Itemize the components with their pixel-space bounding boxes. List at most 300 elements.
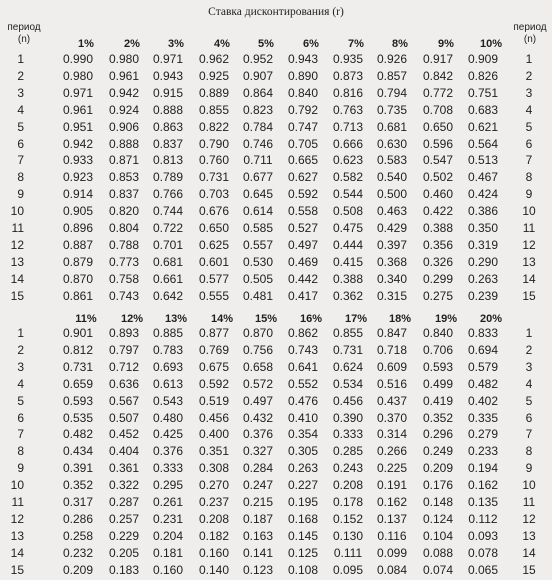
table-cell: 0.444 — [332, 237, 364, 252]
table-cell: 0.694 — [467, 342, 499, 357]
period-number-left: 12 — [10, 511, 24, 526]
table-cell: 0.065 — [467, 562, 499, 577]
table-cell: 0.116 — [377, 528, 407, 543]
period-number-left: 2 — [17, 68, 24, 83]
table-row — [0, 103, 552, 120]
table-cell: 0.376 — [242, 427, 274, 442]
table-cell: 0.390 — [332, 410, 364, 425]
table-cell: 0.971 — [62, 85, 94, 100]
table-cell: 0.942 — [62, 136, 94, 151]
period-number-left: 7 — [17, 153, 24, 168]
table-cell: 0.870 — [62, 271, 94, 286]
table-cell: 0.596 — [422, 136, 454, 151]
table-cell: 0.731 — [332, 342, 364, 357]
table-cell: 0.743 — [287, 342, 319, 357]
rate-header: 8% — [392, 38, 408, 50]
table-cell: 0.261 — [152, 495, 184, 509]
table-cell: 0.456 — [198, 410, 230, 425]
period-number-right: 7 — [525, 427, 533, 442]
period-number-right: 6 — [525, 410, 533, 425]
period-number-right: 10 — [522, 478, 536, 493]
table-row — [0, 529, 552, 546]
table-cell: 0.747 — [287, 119, 319, 134]
table-cell: 0.592 — [198, 376, 230, 391]
table-cell: 0.502 — [422, 170, 454, 185]
table-cell: 0.243 — [332, 461, 364, 476]
table-cell: 0.112 — [468, 511, 498, 526]
table-cell: 0.896 — [62, 221, 94, 235]
table-cell: 0.099 — [376, 545, 408, 560]
table-cell: 0.162 — [376, 495, 408, 509]
table-cell: 0.917 — [422, 52, 454, 66]
table-row — [0, 153, 552, 170]
table-cell: 0.564 — [467, 136, 499, 151]
table-cell: 0.176 — [422, 478, 454, 493]
rate-header: 12% — [120, 313, 144, 325]
table-cell: 0.961 — [62, 102, 94, 117]
table-cell: 0.402 — [467, 393, 499, 408]
period-number-right: 12 — [522, 511, 536, 526]
table-cell: 0.376 — [152, 444, 184, 459]
table-cell: 0.665 — [287, 153, 319, 168]
table-cell: 0.933 — [62, 153, 94, 168]
rate-header: 14% — [210, 313, 234, 325]
table-cell: 0.642 — [152, 288, 184, 303]
table-cell: 0.812 — [62, 342, 94, 357]
table-cell: 0.613 — [152, 376, 184, 391]
table-row — [0, 546, 552, 563]
table-cell: 0.247 — [242, 478, 274, 493]
table-cell: 0.885 — [152, 326, 184, 340]
period-number-left: 9 — [17, 461, 24, 476]
table-row — [0, 137, 552, 154]
table-cell: 0.758 — [108, 271, 140, 286]
table-cell: 0.388 — [422, 221, 454, 235]
table-cell: 0.943 — [287, 52, 319, 66]
table-cell: 0.701 — [152, 237, 184, 252]
period-number-left: 3 — [17, 359, 24, 374]
table-cell: 0.636 — [108, 376, 140, 391]
period-number-right: 2 — [525, 68, 533, 83]
table-cell: 0.601 — [198, 254, 230, 269]
table-cell: 0.123 — [242, 562, 274, 577]
table-row — [0, 461, 552, 478]
period-number-left: 6 — [17, 410, 24, 425]
table-cell: 0.847 — [376, 326, 408, 340]
table-cell: 0.160 — [198, 545, 230, 560]
table-row — [0, 187, 552, 204]
table-cell: 0.889 — [198, 85, 230, 100]
period-number-right: 3 — [525, 359, 533, 374]
table-cell: 0.722 — [152, 221, 184, 235]
table-cell: 0.914 — [62, 187, 94, 202]
table-cell: 0.215 — [242, 495, 274, 509]
table-cell: 0.792 — [287, 102, 319, 117]
table-cell: 0.463 — [376, 204, 408, 219]
table-cell: 0.915 — [152, 85, 184, 100]
table-cell: 0.270 — [198, 478, 230, 493]
table-cell: 0.706 — [422, 342, 454, 357]
table-cell: 0.751 — [467, 85, 499, 100]
table-cell: 0.888 — [108, 136, 140, 151]
table-cell: 0.961 — [108, 68, 140, 83]
table-cell: 0.456 — [332, 393, 364, 408]
table-cell: 0.335 — [467, 410, 499, 425]
table-cell: 0.104 — [422, 528, 454, 543]
table-row — [0, 326, 552, 343]
period-number-right: 14 — [522, 545, 536, 560]
table-row — [0, 377, 552, 394]
table-cell: 0.286 — [62, 511, 94, 526]
table-cell: 0.951 — [62, 119, 94, 134]
table-cell: 0.558 — [287, 204, 319, 219]
period-number-left: 2 — [17, 342, 24, 357]
table-cell: 0.530 — [242, 254, 274, 269]
table-cell: 0.137 — [376, 511, 408, 526]
table-cell: 0.773 — [108, 254, 140, 269]
table-cell: 0.422 — [422, 204, 454, 219]
table-row — [0, 563, 552, 580]
period-number-right: 12 — [522, 237, 536, 252]
table-cell: 0.305 — [287, 444, 319, 459]
table-cell: 0.497 — [242, 393, 274, 408]
period-label-right — [510, 22, 550, 46]
table-cell: 0.923 — [62, 170, 94, 185]
table-cell: 0.249 — [422, 444, 454, 459]
table-cell: 0.499 — [422, 376, 454, 391]
table-cell: 0.718 — [376, 342, 408, 357]
table-cell: 0.191 — [376, 478, 408, 493]
table-cell: 0.296 — [422, 427, 454, 442]
period-number-left: 8 — [17, 170, 24, 185]
table-cell: 0.816 — [332, 85, 364, 100]
table-cell: 0.712 — [108, 359, 140, 374]
table-cell: 0.837 — [152, 136, 184, 151]
table-row — [0, 444, 552, 461]
table-row — [0, 120, 552, 137]
table-cell: 0.905 — [62, 204, 94, 219]
rate-header: 7% — [348, 38, 364, 50]
table-cell: 0.703 — [198, 187, 230, 202]
table-cell: 0.763 — [332, 102, 364, 117]
table-cell: 0.756 — [242, 342, 274, 357]
period-number-right: 8 — [525, 170, 533, 185]
table-cell: 0.429 — [376, 221, 408, 235]
table-cell: 0.823 — [242, 102, 274, 117]
n-label: (n) — [17, 34, 31, 45]
table-cell: 0.263 — [467, 271, 499, 286]
period-number-left: 13 — [10, 528, 24, 543]
table-cell: 0.333 — [152, 461, 184, 476]
table-cell: 0.731 — [198, 170, 230, 185]
table-cell: 0.863 — [152, 119, 184, 134]
period-number-left: 7 — [17, 427, 24, 442]
table-row — [0, 255, 552, 272]
table-cell: 0.452 — [108, 427, 140, 442]
period-number-right: 1 — [525, 326, 533, 340]
table-cell: 0.877 — [198, 326, 230, 340]
table-row — [0, 394, 552, 411]
table-cell: 0.731 — [62, 359, 94, 374]
table-cell: 0.361 — [108, 461, 140, 476]
table-cell: 0.519 — [198, 393, 230, 408]
table-cell: 0.442 — [287, 271, 319, 286]
table-cell: 0.980 — [62, 68, 94, 83]
table-cell: 0.650 — [198, 221, 230, 235]
table-cell: 0.417 — [287, 288, 319, 303]
period-number-right: 6 — [525, 136, 533, 151]
table-cell: 0.625 — [198, 237, 230, 252]
table-cell: 0.769 — [198, 342, 230, 357]
table-cell: 0.906 — [108, 119, 140, 134]
table-cell: 0.614 — [242, 204, 274, 219]
table-cell: 0.557 — [242, 237, 274, 252]
table-cell: 0.351 — [198, 444, 230, 459]
table-cell: 0.475 — [332, 221, 364, 235]
table-cell: 0.078 — [467, 545, 499, 560]
table-cell: 0.890 — [287, 68, 319, 83]
table-row — [0, 512, 552, 529]
table-cell: 0.677 — [242, 170, 274, 185]
rate-header: 10% — [479, 38, 503, 50]
table-cell: 0.855 — [332, 326, 364, 340]
table-cell: 0.135 — [467, 495, 499, 509]
table-cell: 0.209 — [62, 562, 94, 577]
table-cell: 0.624 — [332, 359, 364, 374]
table-cell: 0.108 — [287, 562, 319, 577]
table-cell: 0.370 — [376, 410, 408, 425]
table-cell: 0.231 — [152, 511, 184, 526]
period-number-right: 14 — [522, 271, 536, 286]
table-cell: 0.577 — [198, 271, 230, 286]
table-cell: 0.400 — [198, 427, 230, 442]
table-cell: 0.182 — [198, 528, 230, 543]
table-cell: 0.593 — [422, 359, 454, 374]
table-cell: 0.609 — [376, 359, 408, 374]
table-cell: 0.789 — [152, 170, 184, 185]
table-cell: 0.084 — [376, 562, 408, 577]
table-cell: 0.233 — [467, 444, 499, 459]
table-cell: 0.879 — [62, 254, 94, 269]
table-cell: 0.284 — [242, 461, 274, 476]
table-cell: 0.287 — [108, 495, 140, 509]
table-cell: 0.853 — [108, 170, 140, 185]
table-row — [0, 272, 552, 289]
table-cell: 0.391 — [62, 461, 94, 476]
table-cell: 0.148 — [422, 495, 454, 509]
period-number-left: 14 — [10, 545, 24, 560]
rate-header: 2% — [124, 38, 140, 50]
table-cell: 0.842 — [422, 68, 454, 83]
table-cell: 0.404 — [108, 444, 140, 459]
table-cell: 0.942 — [108, 85, 140, 100]
table-cell: 0.783 — [152, 342, 184, 357]
table-cell: 0.888 — [152, 102, 184, 117]
table-cell: 0.322 — [108, 478, 140, 493]
table-cell: 0.746 — [242, 136, 274, 151]
period-number-right: 5 — [525, 119, 533, 134]
rate-header: 17% — [344, 313, 368, 325]
table-cell: 0.579 — [467, 359, 499, 374]
table-cell: 0.467 — [467, 170, 499, 185]
table-cell: 0.204 — [152, 528, 184, 543]
table-cell: 0.822 — [198, 119, 230, 134]
period-number-left: 8 — [17, 444, 24, 459]
table-cell: 0.239 — [467, 288, 499, 303]
table-cell: 0.232 — [62, 545, 94, 560]
rate-header: 11% — [75, 313, 97, 325]
table-cell: 0.093 — [467, 528, 499, 543]
period-number-left: 1 — [17, 326, 24, 340]
table-cell: 0.388 — [332, 271, 364, 286]
table-cell: 0.681 — [152, 254, 184, 269]
table-title: Ставка дисконтирования (r) — [208, 6, 344, 18]
table-cell: 0.675 — [198, 359, 230, 374]
table-cell: 0.527 — [287, 221, 319, 235]
table-cell: 0.460 — [422, 187, 454, 202]
table-row — [0, 238, 552, 255]
table-cell: 0.140 — [198, 562, 230, 577]
table-cell: 0.481 — [242, 288, 274, 303]
period-number-left: 10 — [10, 478, 24, 493]
rate-header: 15% — [254, 313, 278, 325]
table-cell: 0.163 — [242, 528, 274, 543]
period-number-right: 9 — [525, 187, 533, 202]
table-cell: 0.681 — [376, 119, 408, 134]
table-cell: 0.924 — [108, 102, 140, 117]
period-number-right: 8 — [525, 444, 533, 459]
table-cell: 0.317 — [62, 495, 94, 509]
table-cell: 0.162 — [467, 478, 499, 493]
n-label: (n) — [523, 34, 537, 45]
period-number-right: 3 — [525, 85, 533, 100]
period-number-left: 4 — [17, 102, 24, 117]
table-cell: 0.315 — [376, 288, 408, 303]
period-number-right: 11 — [522, 495, 536, 509]
table-cell: 0.627 — [287, 170, 319, 185]
table-cell: 0.205 — [108, 545, 140, 560]
table-row — [0, 289, 552, 306]
table-cell: 0.676 — [198, 204, 230, 219]
table-cell: 0.659 — [62, 376, 94, 391]
period-number-left: 3 — [17, 85, 24, 100]
table-cell: 0.480 — [152, 410, 184, 425]
table-cell: 0.340 — [376, 271, 408, 286]
table-cell: 0.833 — [467, 326, 499, 340]
period-number-right: 5 — [525, 393, 533, 408]
period-number-right: 4 — [525, 102, 533, 117]
period-number-right: 7 — [525, 153, 533, 168]
table-cell: 0.534 — [332, 376, 364, 391]
table-cell: 0.482 — [467, 376, 499, 391]
table-row — [0, 86, 552, 103]
table-cell: 0.766 — [152, 187, 184, 202]
period-number-right: 13 — [522, 254, 536, 269]
table-cell: 0.368 — [376, 254, 408, 269]
period-label: период — [513, 22, 547, 33]
period-number-right: 10 — [522, 204, 536, 219]
table-row — [0, 427, 552, 444]
table-cell: 0.555 — [198, 288, 230, 303]
table-row — [0, 69, 552, 86]
table-cell: 0.333 — [332, 427, 364, 442]
table-cell: 0.760 — [198, 153, 230, 168]
table-cell: 0.152 — [332, 511, 364, 526]
table-cell: 0.935 — [332, 52, 364, 66]
table-cell: 0.469 — [287, 254, 319, 269]
table-cell: 0.415 — [332, 254, 364, 269]
table-cell: 0.840 — [422, 326, 454, 340]
table-cell: 0.266 — [376, 444, 408, 459]
table-cell: 0.735 — [376, 102, 408, 117]
table-cell: 0.141 — [242, 545, 274, 560]
period-number-right: 13 — [522, 528, 536, 543]
table-row — [0, 478, 552, 495]
table-cell: 0.354 — [287, 427, 319, 442]
table-cell: 0.275 — [422, 288, 454, 303]
table-cell: 0.650 — [422, 119, 454, 134]
period-label: период — [7, 22, 41, 33]
table-cell: 0.476 — [287, 393, 319, 408]
table-cell: 0.350 — [467, 221, 499, 235]
table-cell: 0.658 — [242, 359, 274, 374]
table-cell: 0.168 — [287, 511, 319, 526]
table-cell: 0.497 — [287, 237, 319, 252]
period-number-left: 1 — [17, 52, 24, 66]
table-cell: 0.285 — [332, 444, 364, 459]
table-cell: 0.208 — [332, 478, 364, 493]
table-cell: 0.925 — [198, 68, 230, 83]
table-cell: 0.826 — [467, 68, 499, 83]
table-cell: 0.295 — [152, 478, 184, 493]
period-number-left: 12 — [10, 237, 24, 252]
table-cell: 0.088 — [422, 545, 454, 560]
table-cell: 0.552 — [287, 376, 319, 391]
table-cell: 0.804 — [108, 221, 140, 235]
period-number-left: 15 — [10, 288, 24, 303]
table-cell: 0.952 — [242, 52, 274, 66]
table-row — [0, 52, 552, 69]
table-cell: 0.926 — [376, 52, 408, 66]
table-cell: 0.543 — [152, 393, 184, 408]
table-cell: 0.208 — [198, 511, 230, 526]
table-cell: 0.790 — [198, 136, 230, 151]
period-number-left: 5 — [17, 393, 24, 408]
table-cell: 0.873 — [332, 68, 364, 83]
table-cell: 0.425 — [152, 427, 184, 442]
table-cell: 0.195 — [287, 495, 319, 509]
table-cell: 0.784 — [242, 119, 274, 134]
table-cell: 0.871 — [108, 153, 140, 168]
period-number-left: 5 — [17, 119, 24, 134]
table-cell: 0.572 — [242, 376, 274, 391]
table-cell: 0.257 — [108, 511, 140, 526]
table-cell: 0.178 — [332, 495, 364, 509]
table-cell: 0.290 — [467, 254, 499, 269]
table-cell: 0.314 — [376, 427, 408, 442]
table-cell: 0.505 — [242, 271, 274, 286]
table-cell: 0.837 — [108, 187, 140, 202]
period-number-left: 14 — [10, 271, 24, 286]
table-cell: 0.820 — [108, 204, 140, 219]
table-cell: 0.125 — [287, 545, 319, 560]
table-cell: 0.544 — [332, 187, 364, 202]
rate-header: 5% — [258, 38, 274, 50]
table-cell: 0.432 — [242, 410, 274, 425]
period-number-right: 15 — [522, 562, 536, 577]
table-cell: 0.508 — [332, 204, 364, 219]
table-cell: 0.887 — [62, 237, 94, 252]
